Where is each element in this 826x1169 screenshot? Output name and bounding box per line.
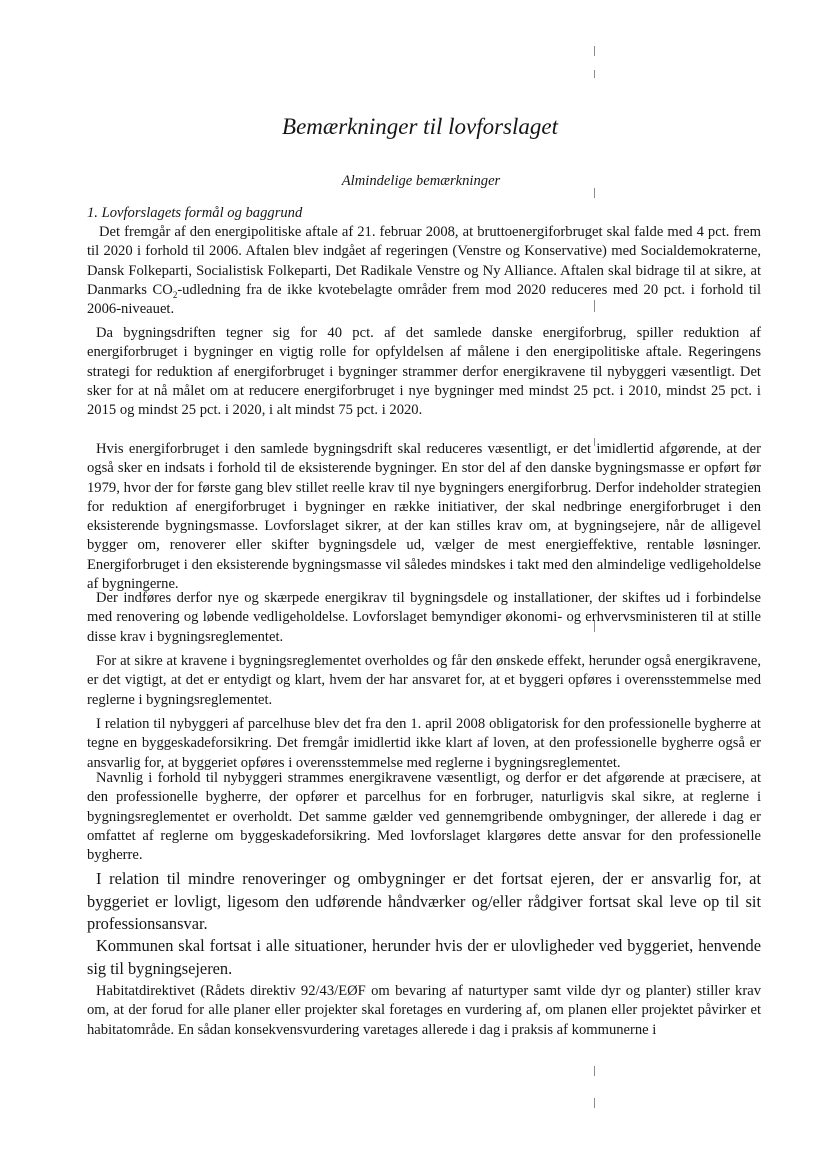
paragraph-1-text-b: -udledning fra de ikke kvotebelagte områder frem mod 2020 reduceres med 20 pct. i forhold til 2006-niveauet. — [87, 281, 761, 318]
paragraph-3 — [87, 440, 761, 594]
paragraph-1-text-a: Det fremgår af den energipolitiske aftale af 21. februar 2008, at bruttoenergiforbruget skal falde med 4 pct. frem til 2020 i forhold til 2006. Aftalen blev indgået af regeringen (Venstre og Konservative) med Socialdemokraterne, Dansk Folkeparti, Socialistisk Folkeparti, Det Radikale Venstre og Ny Alliance. Aftalen skal bidrage til at sikre, at Danmarks CO — [87, 224, 761, 298]
paragraph-10 — [87, 982, 761, 1040]
document-title: Bemærkninger til lovforslaget — [282, 114, 558, 139]
paragraph-2-text: Da bygningsdriften tegner sig for 40 pct. af det samlede danske energiforbrug, spiller reduktion af energiforbruget i bygninger en vigtig rolle for opfyldelsen af målene i den energipolitiske aftale. Regeringens strategi for reduktion af energiforbruget i bygninger strammer derfor energikravene til nybyggeri væsentligt. Det sker for at nå målet om at reducere energiforbruget i nye bygninger med mindst 25 pct. i 2010, mindst 25 pct. i 2015 og mindst 25 pct. i 2020, i alt mindst 75 pct. i 2020. — [87, 325, 761, 419]
section-heading: 1. Lovforslagets formål og baggrund — [87, 205, 303, 221]
paragraph-4-text: Der indføres derfor nye og skærpede energikrav til bygningsdele og installationer, der skiftes ud i forbindelse med renovering og løbende vedligeholdelse. Lovforslaget bemyndiger økonomi- og erhvervsministeren til at stille disse krav i bygningsreglementet. — [87, 590, 761, 645]
paragraph-9 — [87, 935, 761, 980]
paragraph-8-text: I relation til mindre renoveringer og ombygninger er det fortsat ejeren, der er ansvarlig for, at byggeriet er lovligt, ligesom den udførende håndværker og/eller rådgiver fortsat skal leve op til sit professionsansvar. — [87, 869, 761, 933]
paragraph-1 — [87, 223, 761, 319]
paragraph-3-text: Hvis energiforbruget i den samlede bygningsdrift skal reduceres væsentligt, er det imidlertid afgørende, at der også sker en indsats i forhold til de eksisterende bygninger. En stor del af den danske bygningsmasse er opført før 1979, hvor der for første gang blev stillet reelle krav til nye bygningers energiforbrug. Derfor indeholder strategien for reduktion af energiforbruget i bygninger en række initiativer, der skal nedbringe energiforbruget i den eksisterende bygningsmasse. Lovforslaget sikrer, at der kan stilles krav om, at bygningsejere, når de alligevel bygger om, renoverer eller skifter bygningsdele ud, vælger de mest energieffektive, rentable løsninger. Energiforbruget i den eksisterende bygningsmasse vil således mindskes i takt med den almindelige vedligeholdelse af bygningerne. — [87, 441, 761, 593]
paragraph-5 — [87, 652, 761, 710]
paragraph-6 — [87, 715, 761, 773]
paragraph-7-text: Navnlig i forhold til nybyggeri strammes energikravene væsentligt, og derfor er det afgørende at præcisere, at den professionelle bygherre, der opfører et parcelhus for en forbruger, naturligvis skal sikre, at reglerne i bygningsreglementet er overholdt. Det samme gælder ved gennemgribende ombygninger, der allerede i dag er omfattet af reglerne om byggeskadeforsikring. Med lovforslaget klargøres dette ansvar for den professionelle bygherre. — [87, 770, 761, 864]
paragraph-9-text: Kommunen skal fortsat i alle situationer, herunder hvis der er ulovligheder ved byggeriet, henvende sig til bygningsejeren. — [87, 936, 761, 978]
paragraph-1-subscript: 2 — [172, 289, 178, 300]
paragraph-7 — [87, 769, 761, 865]
paragraph-2 — [87, 324, 761, 420]
paragraph-10-text: Habitatdirektivet (Rådets direktiv 92/43/EØF om bevaring af naturtyper samt vilde dyr og planter) stiller krav om, at der forud for alle planer eller projekter skal foretages en vurdering af, om planen eller projektet påvirker et habitatområde. En sådan konsekvensvurdering varetages allerede i dag i praksis af kommunerne i — [87, 983, 761, 1038]
document-subtitle: Almindelige bemærkninger — [341, 173, 501, 189]
paragraph-4 — [87, 589, 761, 647]
paragraph-6-text: I relation til nybyggeri af parcelhuse blev det fra den 1. april 2008 obligatorisk for den professionelle bygherre at tegne en byggeskadeforsikring. Det fremgår imidlertid ikke klart af loven, at den professionelle bygherre også er ansvarlig for, at byggeriet opføres i overensstemmelse med reglerne i bygningsreglementet. — [87, 716, 761, 771]
paragraph-5-text: For at sikre at kravene i bygningsreglementet overholdes og får den ønskede effekt, herunder også energikravene, er det vigtigt, at det er entydigt og klart, hvem der har ansvaret for, at et byggeri opføres i overensstemmelse med reglerne i bygningsreglementet. — [87, 653, 761, 708]
paragraph-8 — [87, 868, 761, 936]
